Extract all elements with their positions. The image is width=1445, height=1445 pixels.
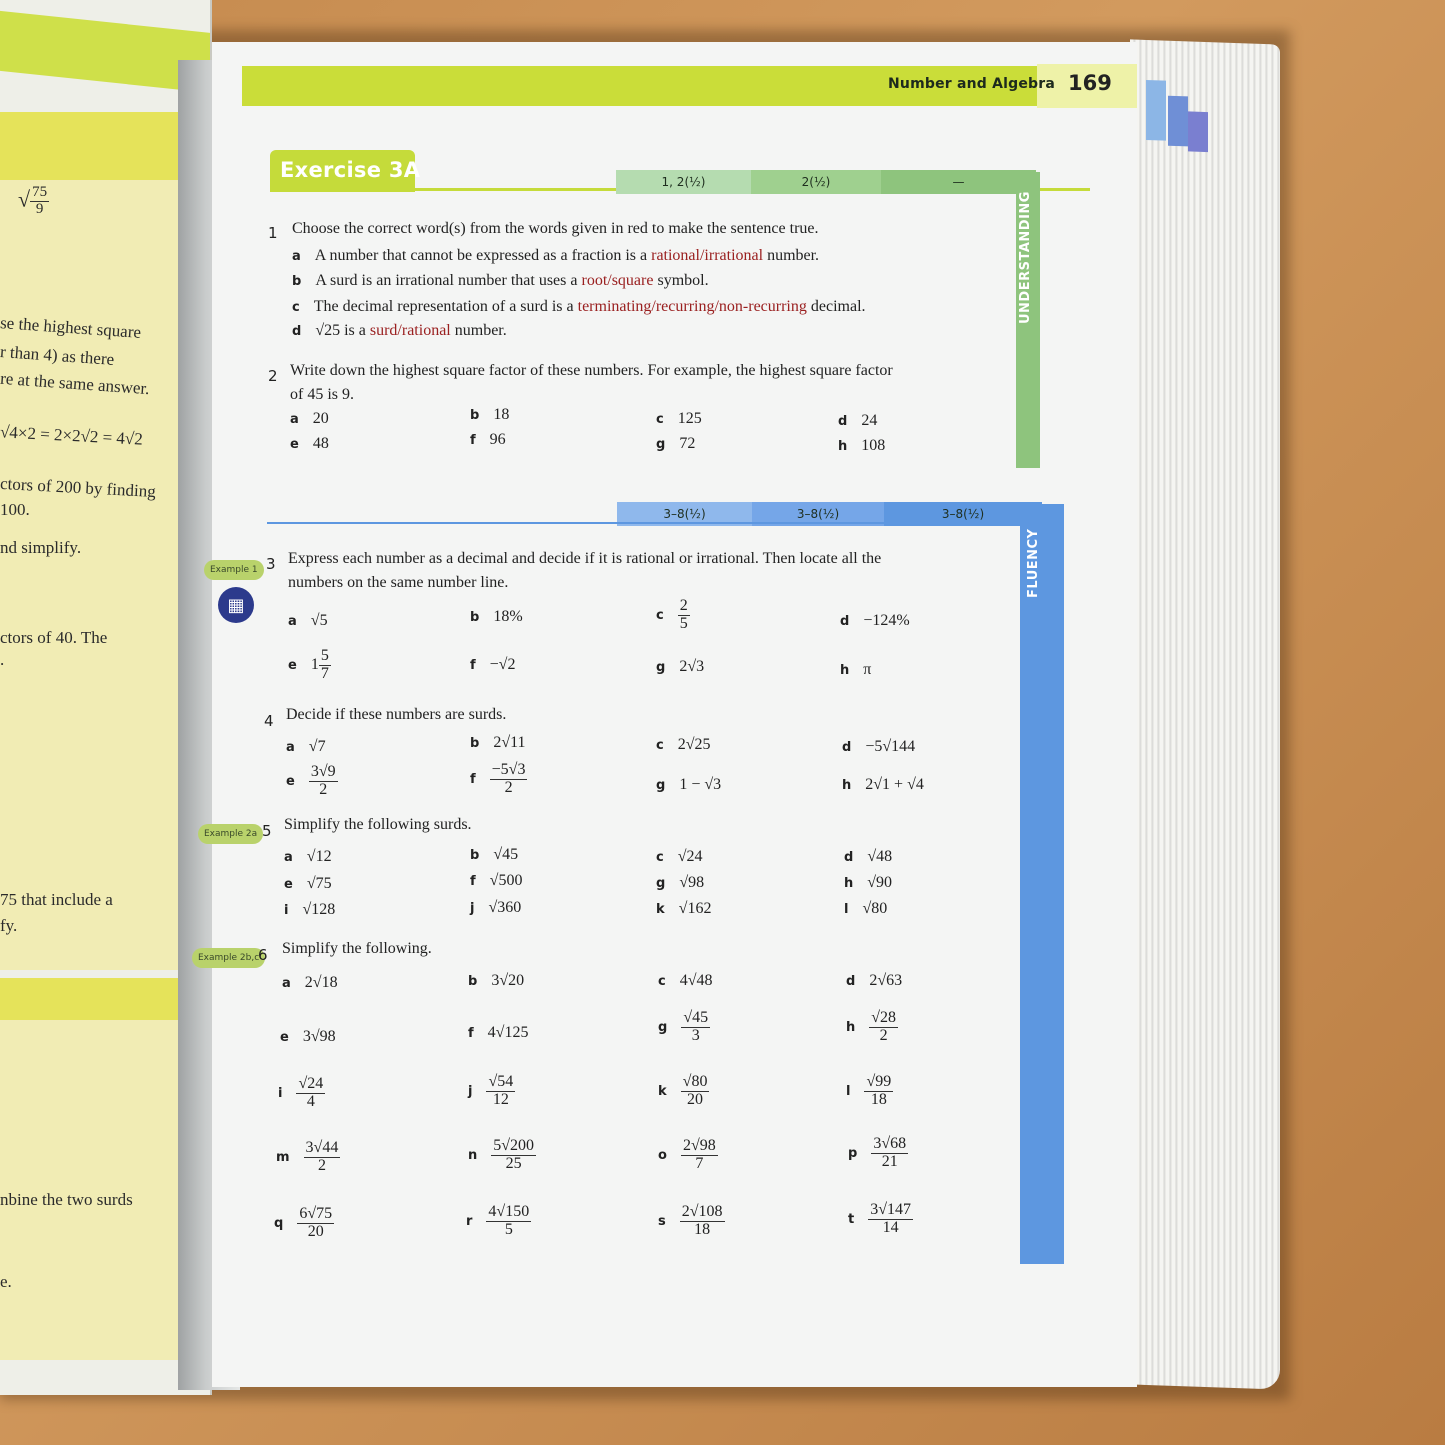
left-line-10: 75 that include a (0, 890, 113, 909)
q5-k: k √162 (656, 900, 712, 917)
stack-tab-1 (1146, 80, 1166, 141)
q5-d: d √48 (844, 848, 893, 865)
q1-a: a A number that cannot be expressed as a fraction is a rational/irrational number. (292, 247, 820, 264)
q4-text: Decide if these numbers are surds. (286, 706, 507, 723)
q2-a: a 20 (290, 410, 329, 427)
q2-f: f 96 (470, 431, 506, 448)
left-line-3: re at the same answer. (0, 368, 151, 399)
exercise-title: Exercise 3A (280, 158, 421, 182)
left-line-5: ctors of 200 by finding (0, 473, 157, 502)
q5-f: f √500 (470, 872, 523, 889)
q5-c: c √24 (656, 848, 703, 865)
q2-text-1: Write down the highest square factor of these numbers. For example, the highest square factor (290, 362, 893, 379)
q2-e: e 48 (290, 435, 329, 452)
q6-e: e 3√98 (280, 1028, 336, 1045)
q6-i: i $\frac{√24}{4}$ (278, 1075, 324, 1110)
left-line-12: nbine the two surds (0, 1190, 133, 1209)
fluency-side-bar (1020, 504, 1064, 1264)
q5-h: h √90 (844, 874, 893, 891)
q6-m: m $\frac{3√44}{2}$ (276, 1139, 339, 1174)
q5-e: e √75 (284, 875, 332, 892)
right-page (198, 42, 1137, 1387)
q3-text-1: Express each number as a decimal and decide if it is rational or irrational. Then locate all the (288, 550, 882, 567)
stack-tab-3 (1188, 111, 1208, 152)
page-number: 169 (1068, 71, 1112, 95)
q6-b: b 3√20 (468, 972, 525, 989)
left-line-9: . (0, 650, 5, 669)
fluency-level-3: 3–8(½) (884, 502, 1042, 526)
left-root-frac: √ $\frac{75}{9}$ (18, 184, 48, 217)
q4-c: c 2√25 (656, 736, 711, 753)
q3-h: h π (840, 661, 872, 678)
q6-a: a 2√18 (282, 974, 338, 991)
q4-h: h 2√1 + √4 (842, 776, 924, 793)
q6-c: c 4√48 (658, 972, 713, 989)
q1-number: 1 (268, 224, 278, 242)
q5-i: i √128 (284, 901, 336, 918)
q4-b: b 2√11 (470, 734, 526, 751)
q3-f: f −√2 (470, 656, 516, 673)
q6-l: l $\frac{√99}{18}$ (846, 1073, 892, 1108)
q6-t: t $\frac{3√147}{14}$ (848, 1201, 911, 1236)
q6-g: g $\frac{√45}{3}$ (658, 1009, 709, 1044)
q2-d: d 24 (838, 412, 878, 429)
q5-number: 5 (262, 822, 272, 840)
calculator-icon: ▦ (218, 587, 254, 623)
fluency-rule (267, 522, 1022, 524)
example-1-chip[interactable]: Example 1 (204, 560, 264, 580)
q6-o: o $\frac{2√98}{7}$ (658, 1137, 716, 1172)
q6-r: r $\frac{4√150}{5}$ (466, 1203, 530, 1238)
left-line-13: e. (0, 1272, 12, 1291)
q4-e: e $\frac{3√9}{2}$ (286, 763, 336, 798)
q4-d: d −5√144 (842, 738, 916, 755)
left-yellow-block (0, 180, 200, 970)
q3-d: d −124% (840, 612, 910, 629)
q2-b: b 18 (470, 406, 510, 423)
q5-j: j √360 (470, 899, 522, 916)
left-line-7: nd simplify. (0, 538, 82, 557)
q1-b: b A surd is an irrational number that uses a root/square symbol. (292, 272, 709, 289)
q5-l: l √80 (844, 900, 888, 917)
left-line-4: √4×2 = 2×2√2 = 4√2 (0, 422, 144, 449)
q6-d: d 2√63 (846, 972, 903, 989)
q6-k: k $\frac{√80}{20}$ (658, 1073, 708, 1108)
left-line-8: ctors of 40. The (0, 628, 108, 647)
q6-number: 6 (258, 946, 268, 964)
q6-p: p $\frac{3√68}{21}$ (848, 1135, 907, 1170)
q6-n: n $\frac{5√200}{25}$ (468, 1137, 535, 1172)
q1-d: d √25 is a surd/rational number. (292, 322, 507, 339)
q6-s: s $\frac{2√108}{18}$ (658, 1203, 723, 1238)
left-line-6: 100. (0, 500, 30, 519)
q2-number: 2 (268, 367, 278, 385)
q1-text: Choose the correct word(s) from the words given in red to make the sentence true. (292, 220, 819, 237)
q6-h: h $\frac{√28}{2}$ (846, 1009, 897, 1044)
q2-c: c 125 (656, 410, 702, 427)
q5-a: a √12 (284, 848, 332, 865)
understanding-level-2: 2(½) (751, 170, 881, 194)
q4-g: g 1 − √3 (656, 776, 722, 793)
q3-c: c $\frac{2}{5}$ (656, 597, 688, 632)
left-yellow-title (0, 112, 196, 182)
understanding-label: UNDERSTANDING (1018, 191, 1033, 324)
q3-b: b 18% (470, 608, 523, 625)
fluency-level-2: 3–8(½) (752, 502, 884, 526)
q6-text: Simplify the following. (282, 940, 432, 957)
q3-a: a √5 (288, 612, 328, 629)
understanding-level-1: 1, 2(½) (616, 170, 751, 194)
q6-q: q $\frac{6√75}{20}$ (274, 1205, 333, 1240)
q2-h: h 108 (838, 437, 886, 454)
q3-number: 3 (266, 555, 276, 573)
example-2bc-chip[interactable]: Example 2b,c (192, 948, 265, 968)
page-stack (1130, 39, 1280, 1389)
understanding-level-3: — (881, 170, 1036, 194)
q3-text-2: numbers on the same number line. (288, 574, 509, 591)
section-label: Number and Algebra (888, 76, 1055, 92)
left-line-2: r than 4) as there (0, 342, 115, 369)
stack-tab-2 (1168, 96, 1188, 147)
q4-number: 4 (264, 712, 274, 730)
left-line-1: se the highest square (0, 313, 142, 342)
q3-e: e 1 $\frac{5}{7}$ (288, 647, 329, 682)
q5-text: Simplify the following surds. (284, 816, 472, 833)
q4-a: a √7 (286, 738, 326, 755)
left-yellow-title-2 (0, 978, 196, 1020)
q6-f: f 4√125 (468, 1024, 529, 1041)
fluency-label: FLUENCY (1026, 528, 1041, 598)
q2-g: g 72 (656, 435, 696, 452)
example-2a-chip[interactable]: Example 2a (198, 824, 263, 844)
q5-b: b √45 (470, 846, 519, 863)
q6-j: j $\frac{√54}{12}$ (468, 1073, 514, 1108)
understanding-levels (616, 170, 1036, 194)
q1-c: c The decimal representation of a surd is a terminating/recurring/non-recurring decimal. (292, 298, 866, 315)
q5-g: g √98 (656, 874, 705, 891)
left-line-11: fy. (0, 916, 18, 935)
fluency-level-1: 3–8(½) (617, 502, 752, 526)
q2-text-2: of 45 is 9. (290, 386, 354, 403)
q3-g: g 2√3 (656, 658, 705, 675)
q4-f: f $\frac{-5√3}{2}$ (470, 761, 526, 796)
